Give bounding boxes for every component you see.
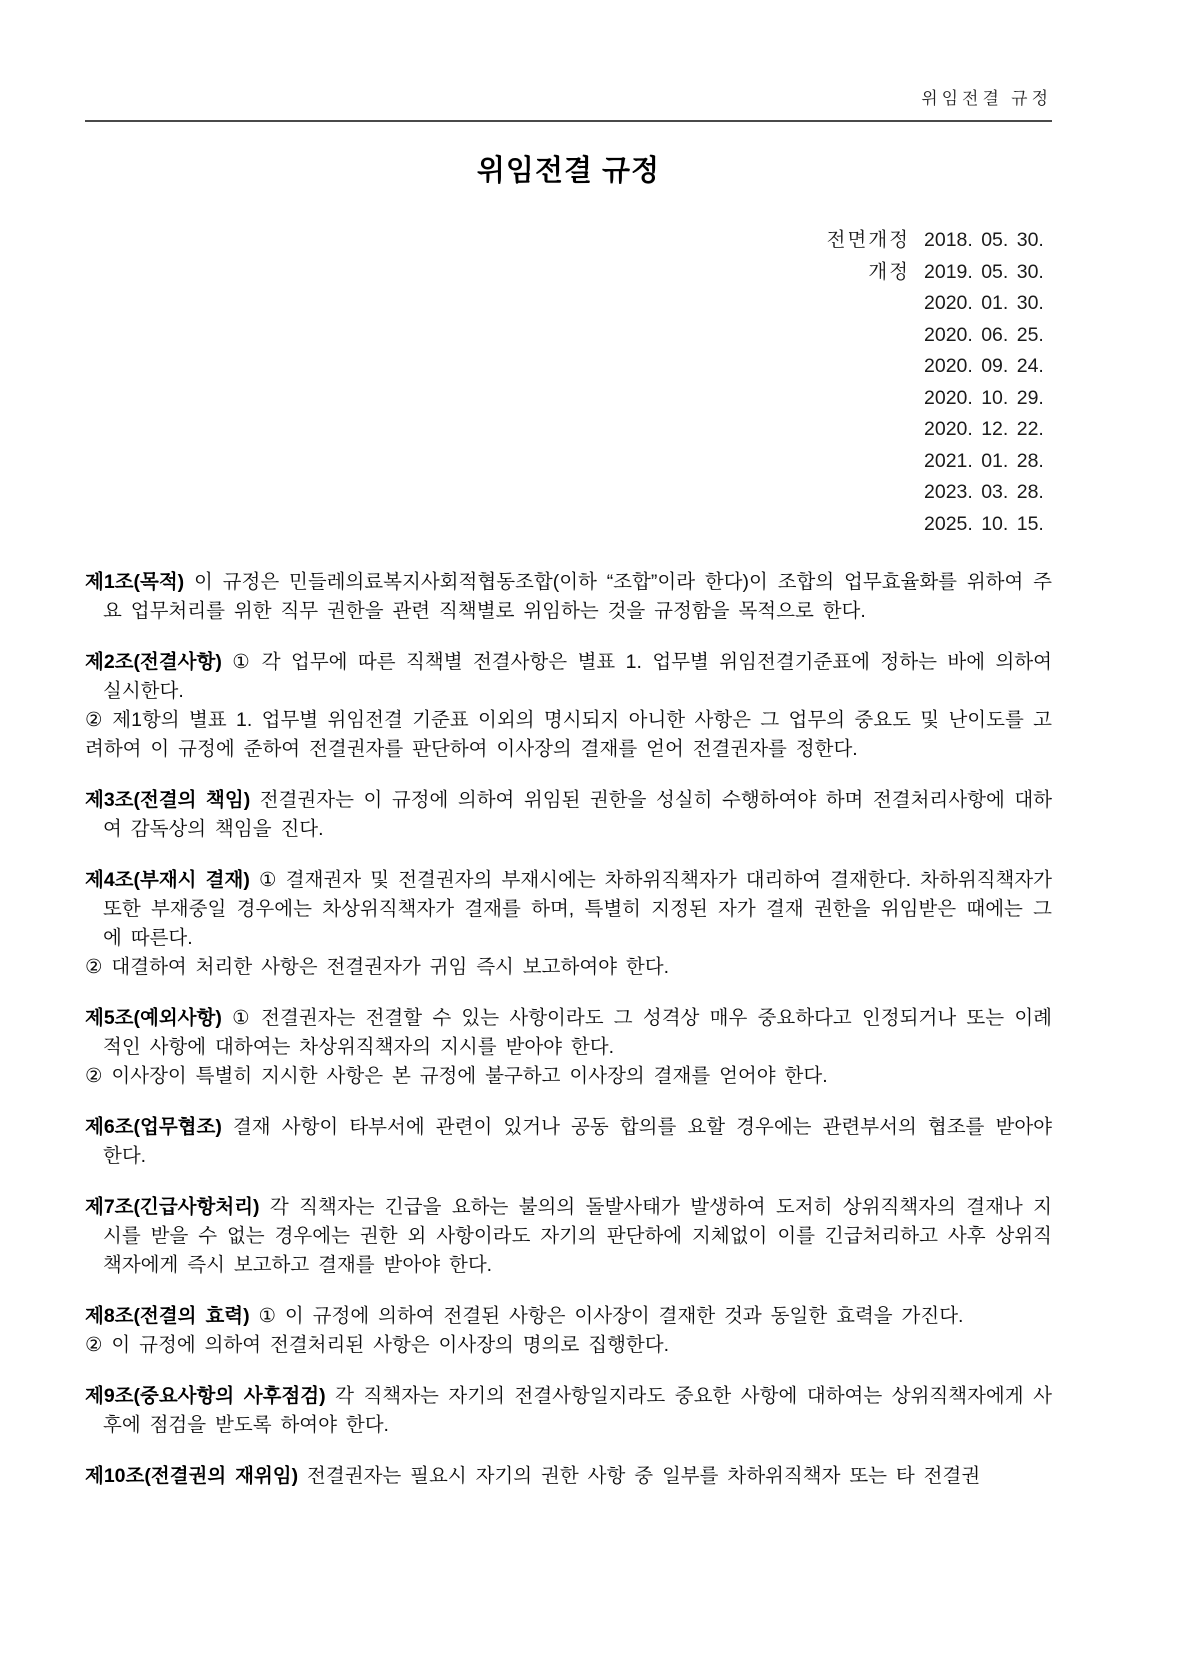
article [85,1302,1052,1360]
article-heading: 제5조(예외사항) [85,1007,222,1029]
revision-date: 2023. 03. 28. [924,481,1044,503]
revision-table [85,225,1052,540]
article-heading: 제8조(전결의 효력) [85,1305,250,1327]
article-paragraph [85,1004,1052,1062]
article-heading: 제3조(전결의 책임) [85,789,251,811]
article-sub-paragraph: ② 제1항의 별표 1. 업무별 위임전결 기준표 이외의 명시되지 아니한 사항은 그 업무의 중요도 및 난이도를 고려하여 이 규정에 준하여 전결권자를 판단하여 이사장의 결재를 얻어 전결권자를 정한다. [85,709,1052,760]
revision-date: 2025. 10. 15. [924,512,1044,535]
article-heading: 제9조(중요사항의 사후점검) [85,1385,326,1407]
article-body-text: 결재 사항이 타부서에 관련이 있거나 공동 합의를 요할 경우에는 관련부서의 협조를 받아야 한다. [103,1116,1052,1167]
revision-date: 2018. 05. 30. [924,229,1044,251]
article [85,1462,1052,1491]
article [85,568,1052,626]
article-paragraph [85,1113,1052,1171]
article-body-text: 전결권자는 필요시 자기의 권한 사항 중 일부를 차하위직책자 또는 타 전결권 [298,1465,981,1487]
revision-date: 2020. 12. 22. [924,418,1044,440]
article-subs [85,706,1052,764]
article-body-text: 각 직책자는 긴급을 요하는 불의의 돌발사태가 발생하여 도저히 상위직책자의 결재나 지시를 받을 수 없는 경우에는 권한 외 사항이라도 자기의 판단하에 지체없이 이를 긴급처리하고 사후 상위직책자에게 즉시 보고하고 결재를 받아야 한다. [103,1196,1052,1276]
article-body-text: 전결권자는 이 규정에 의하여 위임된 권한을 성실히 수행하여야 하며 전결처리사항에 대하여 감독상의 책임을 진다. [103,789,1052,840]
revision-row [800,351,1052,383]
revision-date: 2020. 01. 30. [924,292,1044,314]
article [85,1113,1052,1171]
article-heading: 제7조(긴급사항처리) [85,1196,260,1218]
revision-label: 전면개정 [826,229,910,251]
revision-date: 2020. 10. 29. [924,386,1044,409]
revision-row [800,257,1052,289]
article [85,648,1052,764]
articles [85,568,1052,1491]
article-paragraph [85,1462,1052,1491]
article-heading: 제6조(업무협조) [85,1116,222,1138]
revision-row [800,288,1052,320]
article-body-text: ① 결재권자 및 전결권자의 부재시에는 차하위직책자가 대리하여 결재한다. 차하위직책자가 또한 부재중일 경우에는 차상위직책자가 결재를 하며, 특별히 지정된 자가 결재 권한을 위임받은 때에는 그에 따른다. [103,869,1053,949]
article [85,1004,1052,1091]
revision-label: 개정 [868,260,910,283]
article [85,866,1052,982]
revision-date: 2020. 09. 24. [924,355,1044,377]
revision-row [800,383,1052,415]
revision-row [800,446,1052,478]
revision-date: 2019. 05. 30. [924,260,1044,283]
article [85,1193,1052,1280]
article-sub-paragraph: ② 이사장이 특별히 지시한 사항은 본 규정에 불구하고 이사장의 결재를 얻어야 한다. [85,1065,828,1087]
article-subs [85,953,1052,982]
article-sub-paragraph: ② 이 규정에 의하여 전결처리된 사항은 이사장의 명의로 집행한다. [85,1334,670,1356]
article-heading: 제4조(부재시 결재) [85,869,250,891]
article-paragraph [85,1193,1052,1280]
article-heading: 제10조(전결권의 재위임) [85,1465,299,1487]
article [85,786,1052,844]
article-paragraph [85,1382,1052,1440]
revision-date: 2021. 01. 28. [924,449,1044,472]
revision-row [800,320,1052,352]
revision-date: 2020. 06. 25. [924,323,1044,346]
article-paragraph [85,568,1052,626]
article-subs [85,1331,1052,1360]
article [85,1382,1052,1440]
article-heading: 제2조(전결사항) [85,651,222,673]
revision-row [800,414,1052,446]
article-heading: 제1조(목적) [85,571,185,593]
article-body-text: 각 직책자는 자기의 전결사항일지라도 중요한 사항에 대하여는 상위직책자에게 사후에 점검을 받도록 하여야 한다. [103,1385,1052,1436]
article-sub-paragraph: ② 대결하여 처리한 사항은 전결권자가 귀임 즉시 보고하여야 한다. [85,956,670,978]
article-body-text: ① 각 업무에 따른 직책별 전결사항은 별표 1. 업무별 위임전결기준표에 정하는 바에 의하여 실시한다. [103,651,1052,702]
revision-row [800,225,1052,257]
article-body-text: ① 이 규정에 의하여 전결된 사항은 이사장이 결재한 것과 동일한 효력을 가진다. [249,1305,964,1327]
revision-row [800,477,1052,509]
article-paragraph [85,1302,1052,1331]
article-paragraph [85,648,1052,706]
page-title: 위임전결 규정 [476,155,661,187]
running-header: 위임전결 규정 [85,84,1052,122]
article-body-text: ① 전결권자는 전결할 수 있는 사항이라도 그 성격상 매우 중요하다고 인정되거나 또는 이례적인 사항에 대하여는 차상위직책자의 지시를 받아야 한다. [103,1007,1052,1058]
revision-row [800,509,1052,541]
article-paragraph [85,786,1052,844]
article-body-text: 이 규정은 민들레의료복지사회적협동조합(이하 “조합”이라 한다)이 조합의 업무효율화를 위하여 주요 업무처리를 위한 직무 권한을 관련 직책별로 위임하는 것을 규정함을 목적으로 한다. [103,571,1052,622]
article-paragraph [85,866,1052,953]
article-subs [85,1062,1052,1091]
